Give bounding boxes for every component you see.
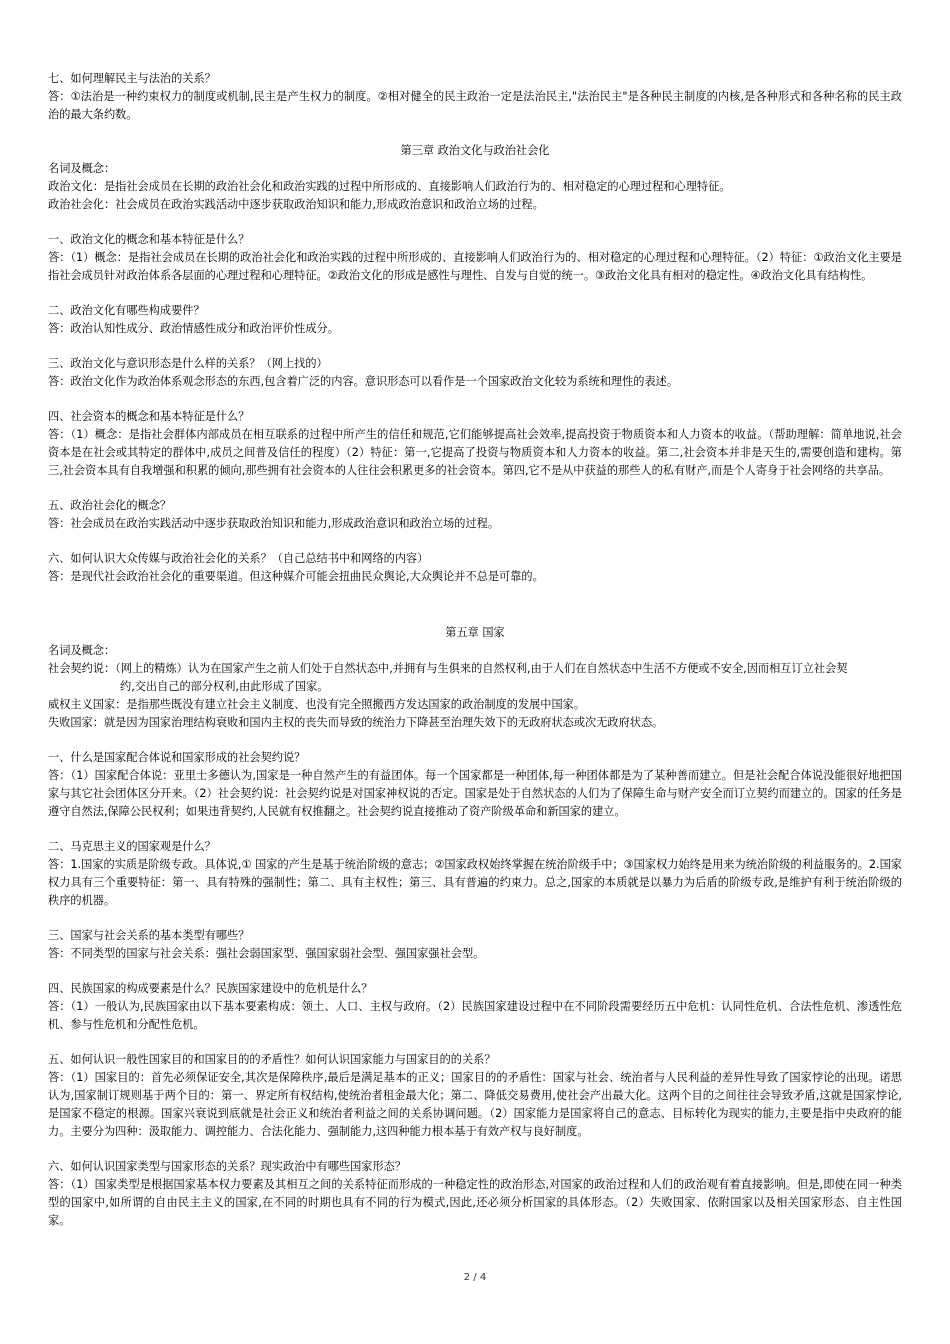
document-page	[48, 70, 902, 1230]
terms-label: 名词及概念：	[48, 644, 116, 657]
answer-text: 答：（1）国家目的：首先必须保证安全,其次是保障秩序,最后是满足基本的正义；国家目的的矛盾性：国家与社会、统治者与人民利益的差异性导致了国家悖论的出现。诺思认为,国家制订规则基于两个目的：第一、界定所有权结构,使统治者租金最大化；第二、降低交易费用,使社会产出最大化。这两个目的之间往往会导致矛盾,这就是国家悖论,是国家不稳定的根源。国家兴衰说到底就是社会正义和统治者利益之间的关系协调问题。（2）国家能力是国家将自己的意志、目标转化为现实的能力,主要是指中央政府的能力。主要分为四种：汲取能力、调控能力、合法化能力、强制能力,这四种能力根本基于有效产权与良好制度。	[48, 1071, 902, 1138]
chapter-title: 第五章 国家	[445, 626, 505, 639]
term-definition: 政治文化：是指社会成员在长期的政治社会化和政治实践的过程中所形成的、直接影响人们政治行为的、相对稳定的心理过程和心理特征。	[48, 180, 731, 193]
question-heading: 一、什么是国家配合体说和国家形成的社会契约说？	[48, 751, 306, 764]
spacer	[48, 338, 902, 355]
answer-text: 答：政治文化作为政治体系观念形态的东西,包含着广泛的内容。意识形态可以看作是一个国家政治文化较为系统和理性的表述。	[48, 375, 679, 388]
question-heading: 二、政治文化有哪些构成要件？	[48, 304, 205, 317]
spacer	[48, 285, 902, 302]
answer-text: 答：政治认知性成分、政治情感性成分和政治评价性成分。	[48, 322, 339, 335]
question-heading: 一、政治文化的概念和基本特征是什么？	[48, 233, 250, 246]
question-heading: 六、如何认识大众传媒与政治社会化的关系？（自己总结书中和网络的内容）	[48, 552, 429, 565]
answer-text: 答：（1）国家配合体说：亚里士多德认为,国家是一种自然产生的有益团体。每一个国家都是一种团体,每一种团体都是为了某种善而建立。但是社会配合体说没能很好地把国家与其它社会团体区分开来。（2）社会契约说：社会契约说是对国家神权说的否定。国家是处于自然状态的人们为了保障生命与财产安全而订立契约而建立的。国家的任务是遵守自然法,保障公民权利；如果违背契约,人民就有权推翻之。社会契约说直接推动了资产阶级革命和新国家的建立。	[48, 769, 902, 818]
spacer	[48, 821, 902, 838]
question-heading: 六、如何认识国家类型与国家形态的关系？现实政治中有哪些国家形态？	[48, 1160, 407, 1173]
spacer	[48, 480, 902, 497]
question-heading: 五、政治社会化的概念？	[48, 499, 172, 512]
answer-text: 答：（1）概念：是指社会群体内部成员在相互联系的过程中所产生的信任和规范,它们能够提高社会效率,提高投资于物质资本和人力资本的收益。（帮助理解：简单地说,社会资本是在社会或其特定的群体中,成员之间普及信任的程度）（2）特征：第一,它提高了投资与物质资本和人力资本的收益。第二,社会资本并非是天生的,需要创造和建构。第三,社会资本具有自我增强和积累的倾向,那些拥有社会资本的人往往会积累更多的社会资本。第四,它不是从中获益的那些人的私有财产,而是个人寄身于社会网络的共享品。	[48, 428, 902, 477]
answer-text: 答：社会成员在政治实践活动中逐步获取政治知识和能力,形成政治意识和政治立场的过程。	[48, 517, 500, 530]
page-number: 2 / 4	[463, 1272, 487, 1283]
answer-text: 答：（1）一般认为,民族国家由以下基本要素构成：领土、人口、主权与政府。（2）民族国家建设过程中在不同阶段需要经历五中危机：认同性危机、合法性危机、渗透性危机、参与性危机和分配性危机。	[48, 1000, 902, 1031]
answer-text: 答：1.国家的实质是阶级专政。具体说,① 国家的产生是基于统治阶级的意志；②国家政权始终掌握在统治阶级手中；③国家权力始终是用来为统治阶级的利益服务的。2.国家权力具有三个重要特征：第一、具有特殊的强制性；第二、具有主权性；第三、具有普遍的约束力。总之,国家的本质就是以暴力为后盾的阶级专政,是维护有利于统治阶级的秩序的机器。	[48, 858, 902, 907]
spacer	[48, 732, 902, 749]
term-definition: 社会契约说：（网上的精炼）认为在国家产生之前人们处于自然状态中,并拥有与生俱来的自然权利,由于人们在自然状态中生活不方便或不安全,因而相互订立社会契	[48, 662, 848, 675]
question-heading: 三、国家与社会关系的基本类型有哪些？	[48, 929, 250, 942]
spacer	[48, 533, 902, 550]
spacer	[48, 124, 902, 142]
answer-text: 答：不同类型的国家与社会关系：强社会弱国家型、强国家弱社会型、强国家强社会型。	[48, 947, 485, 960]
answer-text: 答：（1）国家类型是根据国家基本权力要素及其相互之间的关系特征而形成的一种稳定性的政治形态,对国家的政治过程和人们的政治观有着直接影响。但是,即使在同一种类型的国家中,如所谓的自由民主主义的国家,在不同的时期也具有不同的行为模式,因此,还必须分析国家的具体形态。（2）失败国家、依附国家以及相关国家形态、自主性国家。	[48, 1178, 902, 1227]
spacer	[48, 391, 902, 408]
spacer	[48, 963, 902, 980]
question-heading: 四、民族国家的构成要素是什么？民族国家建设中的危机是什么？	[48, 982, 373, 995]
answer-text: 答：①法治是一种约束权力的制度或机制,民主是产生权力的制度。②相对健全的民主政治一定是法治民主,"法治民主"是各种民主制度的内核,是各种形式和各种名称的民主政治的最大条约数。	[48, 90, 902, 121]
spacer	[48, 1141, 902, 1158]
term-definition: 威权主义国家：是指那些既没有建立社会主义制度、也没有完全照搬西方发达国家的政治制度的发展中国家。	[48, 698, 586, 711]
answer-text: 答：（1）概念：是指社会成员在长期的政治社会化和政治实践的过程中所形成的、直接影响人们政治行为的、相对稳定的心理过程和心理特征。（2）特征：①政治文化主要是指社会成员针对政治体系各层面的心理过程和心理特征。②政治文化的形成是感性与理性、自发与自觉的统一。③政治文化具有相对的稳定性。④政治文化具有结构性。	[48, 251, 902, 282]
chapter-title: 第三章 政治文化与政治社会化	[400, 144, 550, 157]
question-heading: 四、社会资本的概念和基本特征是什么？	[48, 410, 250, 423]
question-heading: 二、马克思主义的国家观是什么？	[48, 840, 216, 853]
terms-label: 名词及概念：	[48, 162, 116, 175]
term-definition: 失败国家：就是因为国家治理结构衰败和国内主权的丧失而导致的统治力下降甚至治理失效下的无政府状态或次无政府状态。	[48, 716, 664, 729]
spacer	[48, 586, 902, 624]
spacer	[48, 910, 902, 927]
answer-text: 答：是现代社会政治社会化的重要渠道。但这种媒介可能会扭曲民众舆论,大众舆论并不总是可靠的。	[48, 570, 544, 583]
term-definition-continued: 约,交出自己的部分权利,由此形成了国家。	[120, 680, 329, 693]
spacer	[48, 214, 902, 231]
question-heading: 七、如何理解民主与法治的关系？	[48, 72, 216, 85]
spacer	[48, 1034, 902, 1051]
question-heading: 五、如何认识一般性国家目的和国家目的的矛盾性？如何认识国家能力与国家目的的关系？	[48, 1053, 496, 1066]
term-definition: 政治社会化：社会成员在政治实践活动中逐步获取政治知识和能力,形成政治意识和政治立场的过程。	[48, 198, 544, 211]
question-heading: 三、政治文化与意识形态是什么样的关系？（网上找的）	[48, 357, 328, 370]
